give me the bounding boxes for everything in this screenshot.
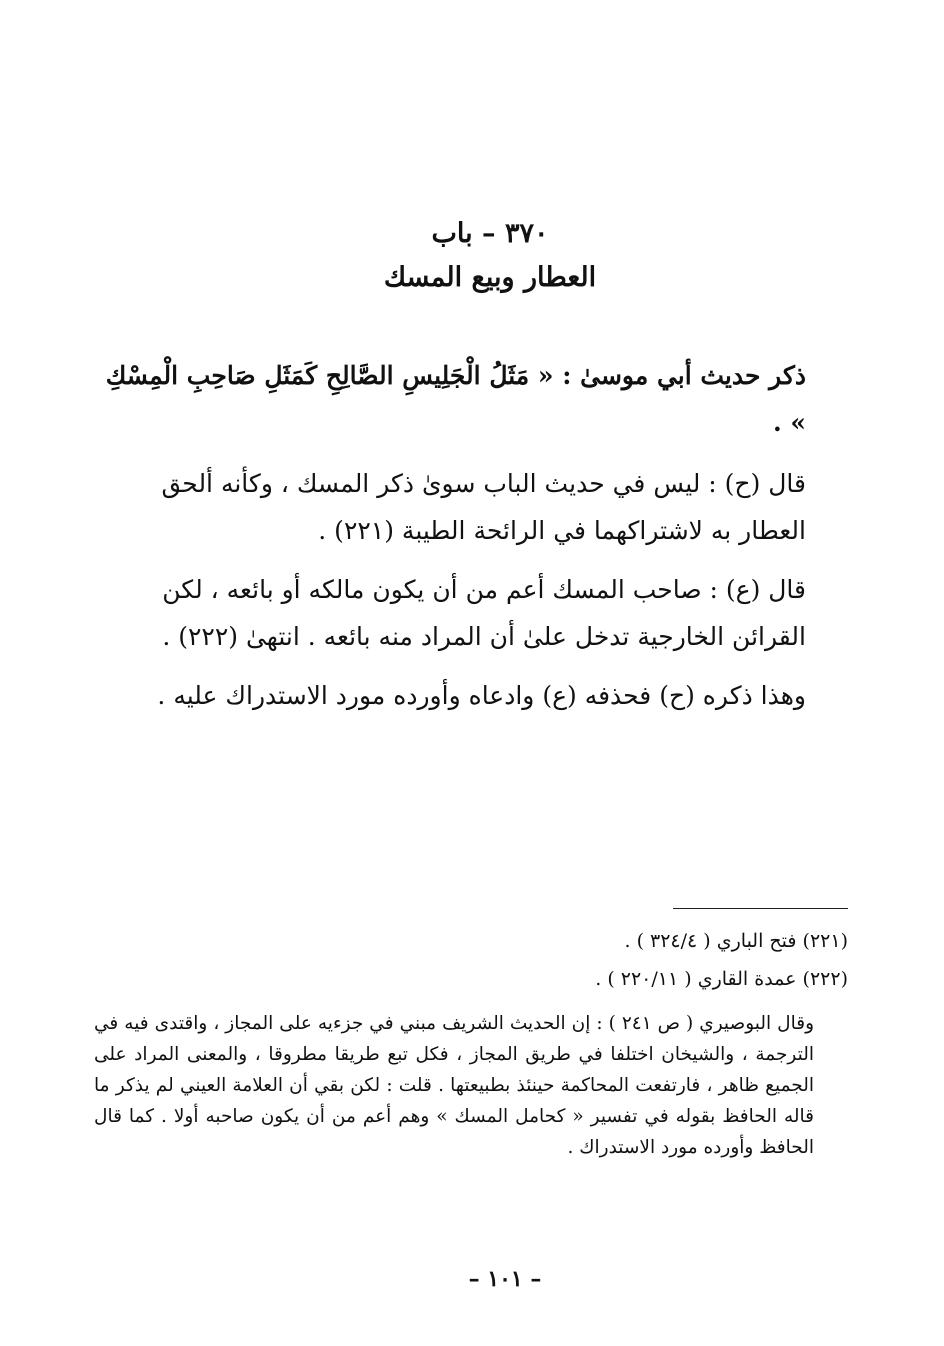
footnote-222: (٢٢٢) عمدة القاري ( ٢٢٠/١١ ) .: [595, 968, 848, 990]
footnote-note: وقال البوصيري ( ص ٢٤١ ) : إن الحديث الشريف مبني في جزءيه على المجاز ، واقتدى فيه في الترجمة ، والشيخان اختلفا في طريق المجاز ، فكل تبع طريقا مطروقا ، والمعنى المراد على الجميع ظاهر ، فارتفعت المحاكمة حينئذ بطبيعتها . قلت : لكن بقي أن العلامة العيني لم يذكر ما قاله الحافظ بقوله في تفسير « كحامل المسك » وهم أعم من أن يكون صاحبه أولا . كما قال الحافظ وأورده مورد الاستدراك .: [94, 1013, 815, 1158]
paragraph-conclusion: وهذا ذكره (ح) فحذفه (ع) وادعاه وأورده مورد الاستدراك عليه .: [157, 681, 806, 710]
page-number: – ١٠١ –: [468, 1266, 542, 1292]
footnote-221: (٢٢١) فتح الباري ( ٣٢٤/٤ ) .: [624, 930, 848, 952]
chapter-title: العطار وبيع المسك: [383, 262, 597, 293]
paragraph-qal-ayn: قال (ع) : صاحب المسك أعم من أن يكون مالكه أو بائعه ، لكن القرائن الخارجية تدخل علىٰ أن المراد منه بائعه . انتهىٰ (٢٢٢) .: [162, 575, 806, 651]
paragraph-hadith: ذكر حديث أبي موسىٰ : « مَثَلُ الْجَلِيسِ الصَّالِحِ كَمَثَلِ صَاحِبِ الْمِسْكِ » .: [105, 361, 806, 437]
footnote-divider: [673, 908, 848, 909]
chapter-number: ٣٧٠ – باب: [431, 218, 549, 249]
paragraph-qal-h: قال (ح) : ليس في حديث الباب سوىٰ ذكر المسك ، وكأنه ألحق العطار به لاشتراكهما في الرائحة الطيبة (٢٢١) .: [161, 469, 806, 545]
